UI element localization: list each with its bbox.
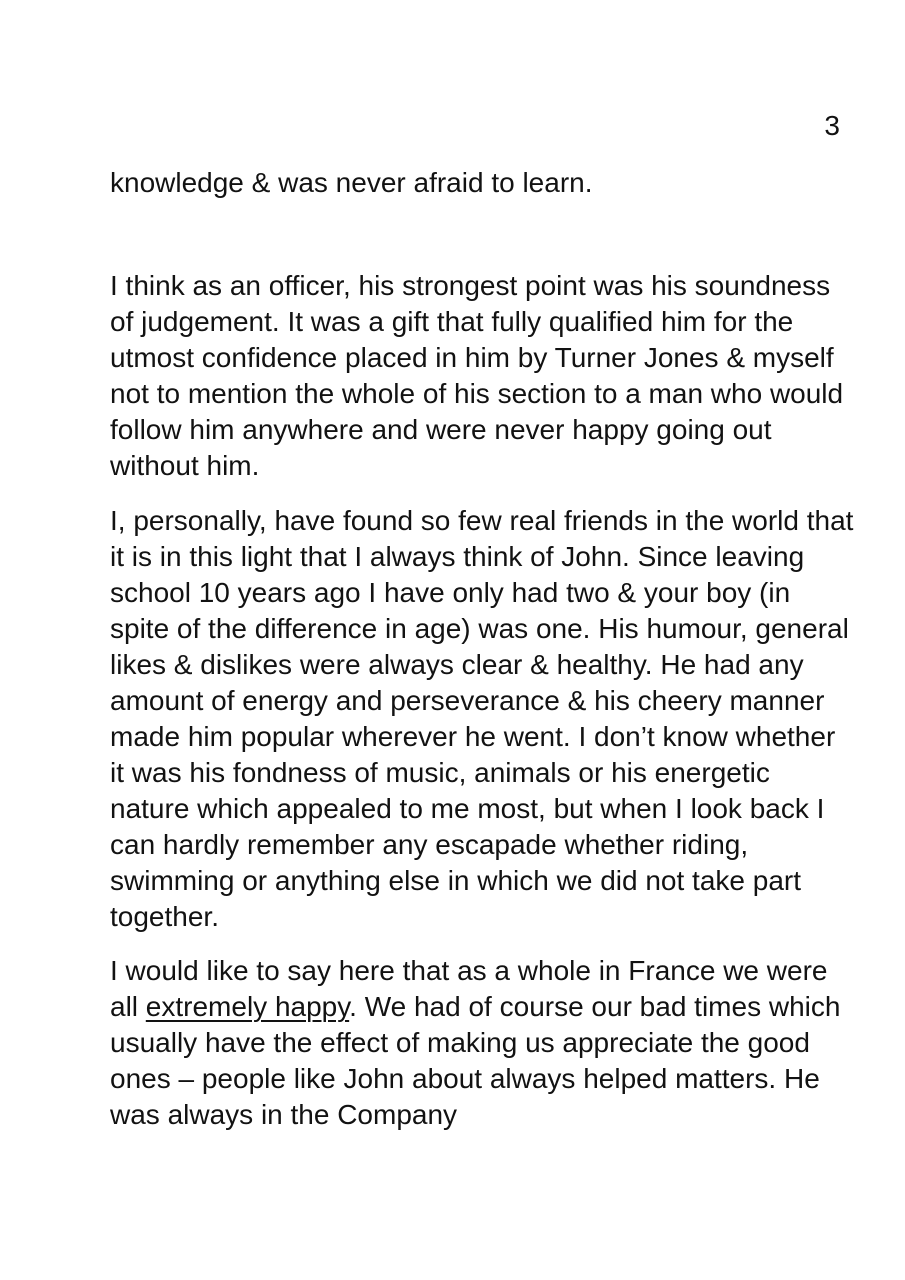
text-line — [110, 304, 840, 340]
text-segment: without him. — [110, 450, 260, 481]
text-segment: not to mention the whole of his section to a man who would — [110, 378, 844, 409]
text-line — [110, 1025, 840, 1061]
text-line — [110, 376, 844, 412]
text-segment: utmost confidence placed in him by Turner Jones & myself — [110, 342, 834, 373]
carried-over-line — [110, 165, 840, 201]
text-line — [110, 953, 840, 989]
text-line — [110, 899, 840, 935]
text-segment: I would like to say here that as a whole in France we were — [110, 955, 828, 986]
paragraph-friendship — [110, 503, 854, 935]
text-segment: follow him anywhere and were never happy going out — [110, 414, 772, 445]
text-line — [110, 827, 840, 863]
text-line — [110, 755, 840, 791]
text-line — [110, 268, 840, 304]
text-line — [110, 503, 854, 539]
page-number: 3 — [824, 110, 840, 141]
text-segment: all — [110, 991, 146, 1022]
text-line — [110, 165, 840, 201]
text-segment: nature which appealed to me most, but when I look back I — [110, 793, 825, 824]
text-line — [110, 791, 840, 827]
text-line — [110, 647, 840, 683]
text-line — [110, 539, 840, 575]
text-line — [110, 683, 840, 719]
text-segment: of judgement. It was a gift that fully qualified him for the — [110, 306, 794, 337]
text-segment: amount of energy and perseverance & his cheery manner — [110, 685, 825, 716]
text-segment: made him popular wherever he went. I don’t know whether — [110, 721, 836, 752]
paragraph-judgement — [110, 268, 844, 484]
paragraph-france — [110, 953, 840, 1133]
text-segment: school 10 years ago I have only had two & your boy (in — [110, 577, 791, 608]
text-line — [110, 412, 840, 448]
text-segment: I think as an officer, his strongest point was his soundness — [110, 270, 831, 301]
text-line — [110, 719, 840, 755]
text-line — [110, 1097, 840, 1133]
text-segment: swimming or anything else in which we did not take part — [110, 865, 802, 896]
text-segment: usually have the effect of making us appreciate the good — [110, 1027, 810, 1058]
text-segment: together. — [110, 901, 219, 932]
text-segment: spite of the difference in age) was one. His humour, general — [110, 613, 849, 644]
text-line — [110, 575, 840, 611]
text-segment: likes & dislikes were always clear & healthy. He had any — [110, 649, 804, 680]
text-segment: ones – people like John about always helped matters. He — [110, 1063, 820, 1094]
text-segment: it is in this light that I always think of John. Since leaving — [110, 541, 805, 572]
text-line — [110, 611, 849, 647]
text-line — [110, 340, 840, 376]
underlined-text: extremely happy — [145, 991, 350, 1022]
text-line — [110, 448, 840, 484]
text-segment: was always in the Company — [110, 1099, 458, 1130]
text-segment: can hardly remember any escapade whether riding, — [110, 829, 749, 860]
text-line — [110, 989, 840, 1025]
text-line — [110, 1061, 840, 1097]
page-body — [110, 165, 854, 1133]
text-segment: I, personally, have found so few real friends in the world that — [110, 505, 854, 536]
text-segment: knowledge & was never afraid to learn. — [110, 167, 593, 198]
text-segment: . We had of course our bad times which — [349, 991, 841, 1022]
text-segment: it was his fondness of music, animals or his energetic — [110, 757, 770, 788]
text-line — [110, 863, 840, 899]
